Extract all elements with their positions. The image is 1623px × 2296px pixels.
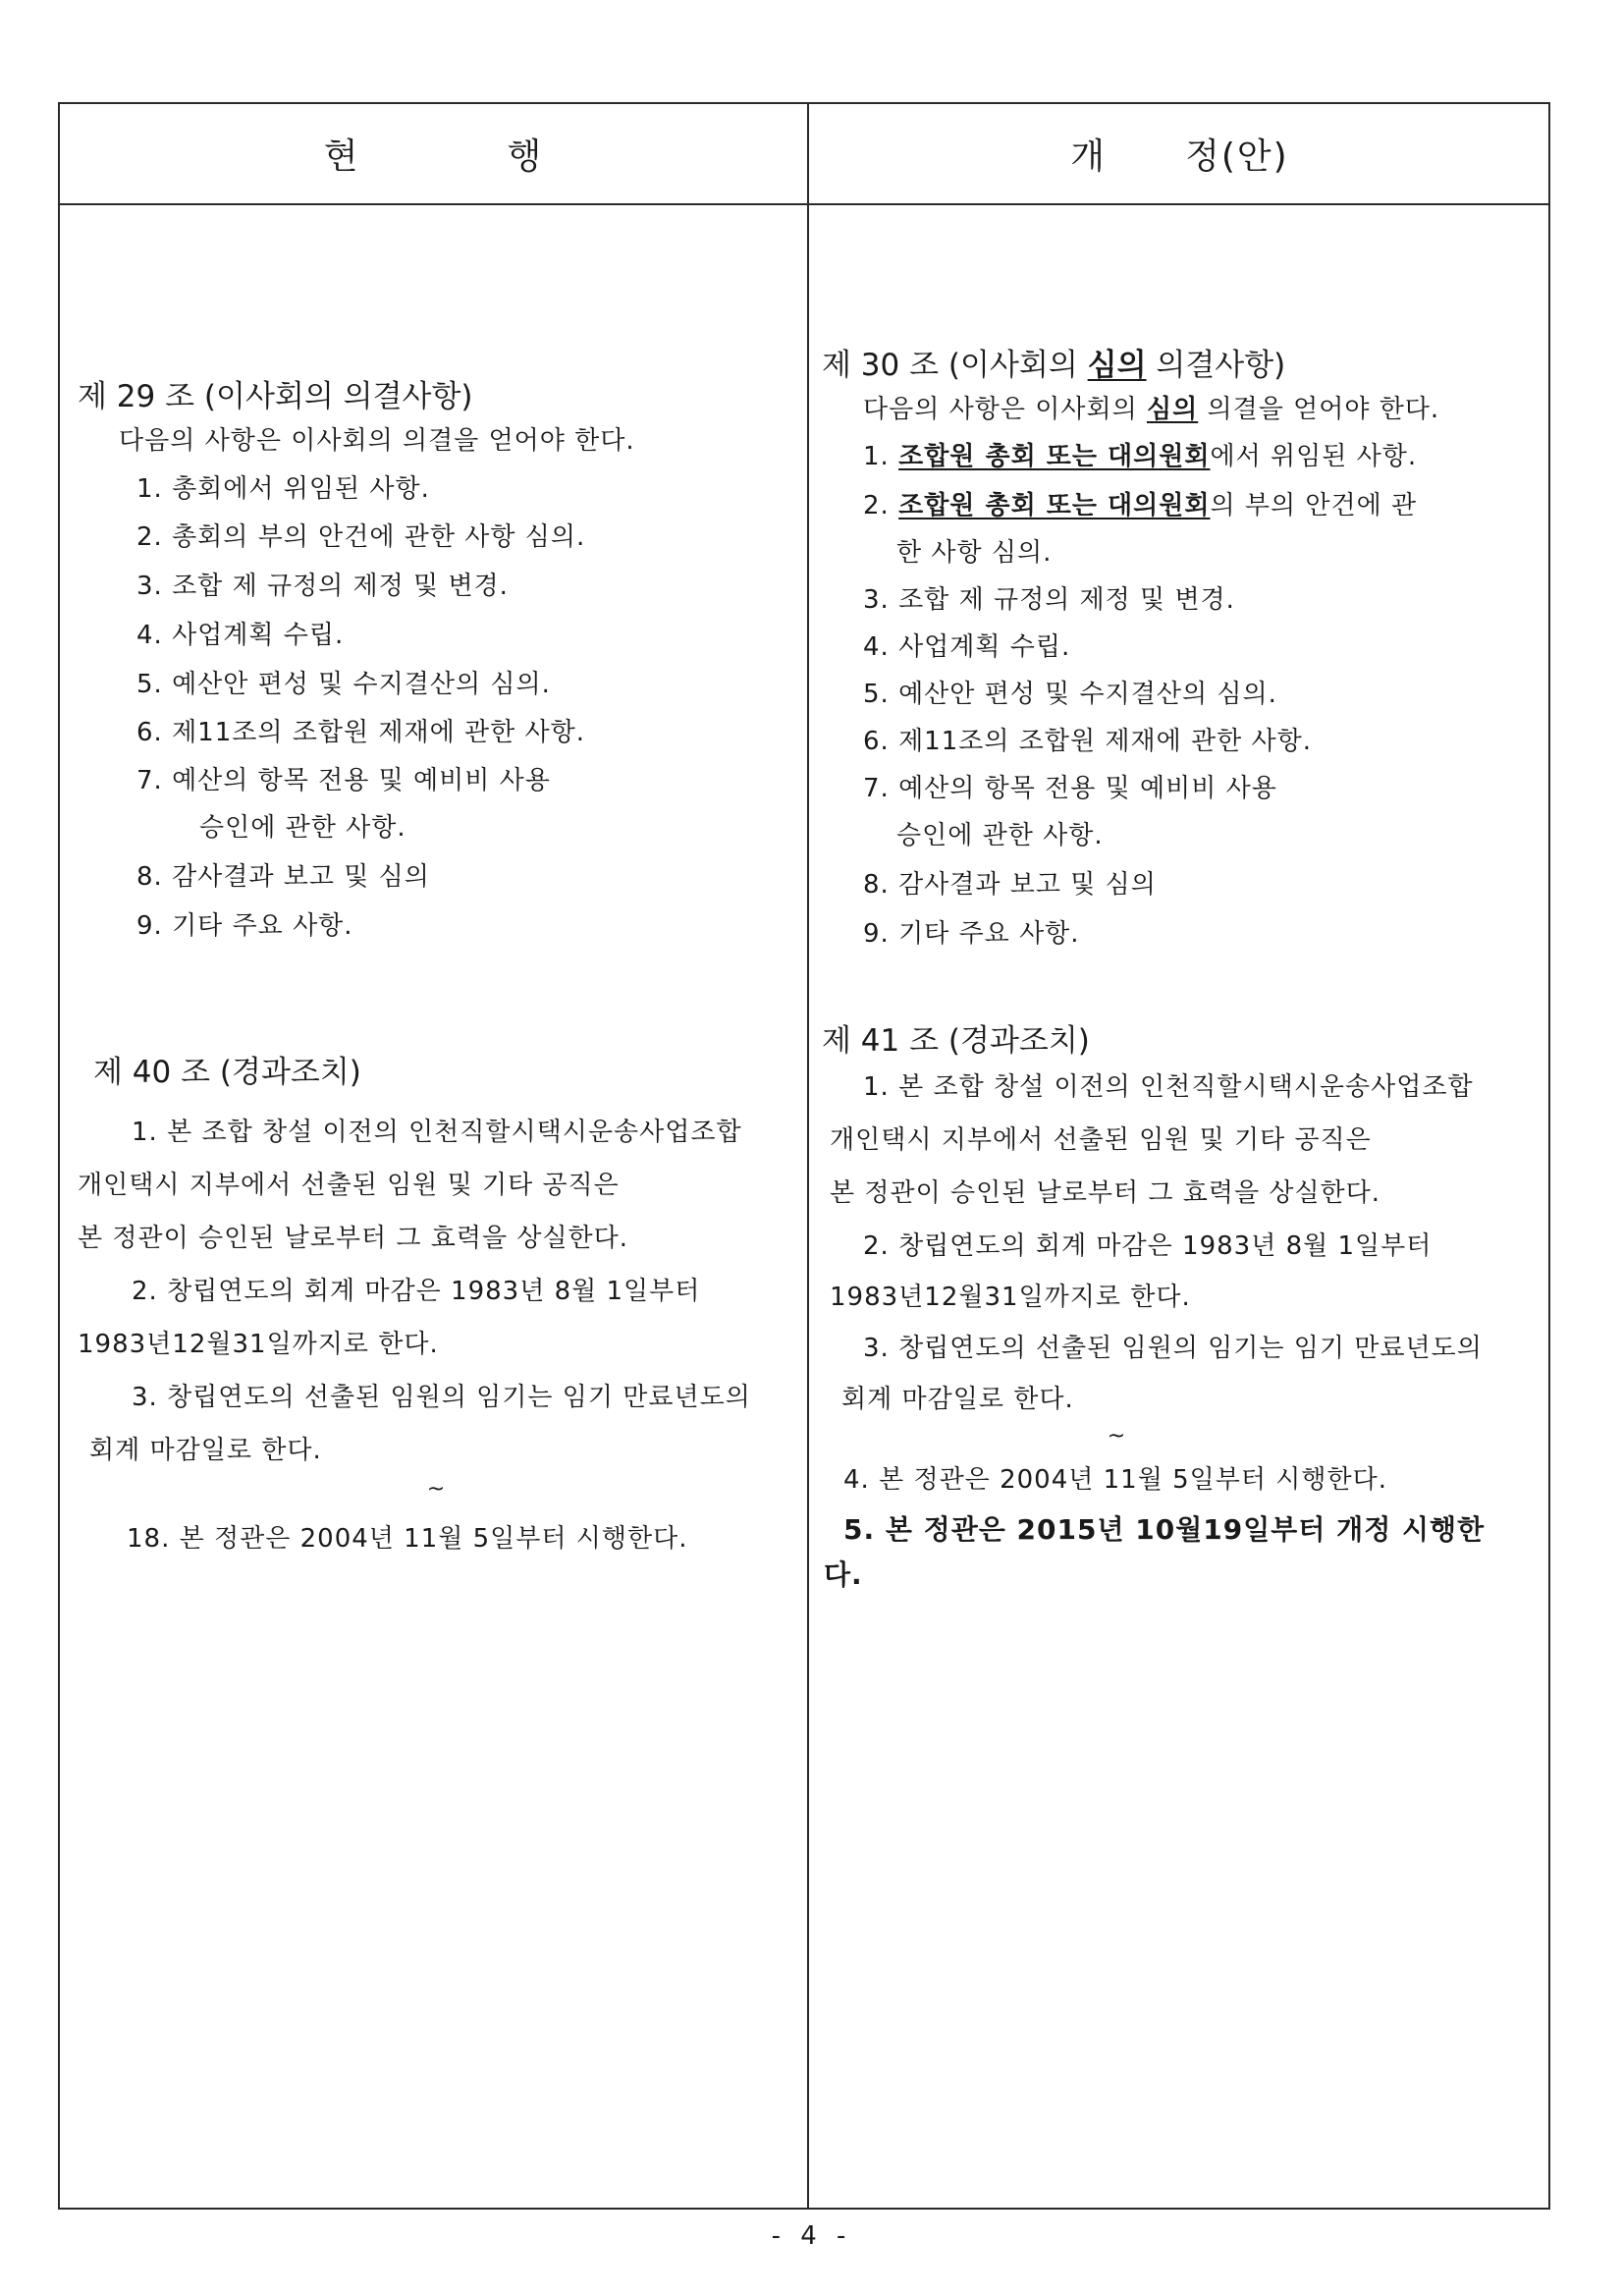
header-amendment (809, 104, 1550, 203)
article-30-title: 제 30 조 (이사회의 심의 의결사항) (822, 348, 1286, 383)
article-40-line: 개인택시 지부에서 선출된 임원 및 기타 공직은 (78, 1171, 620, 1200)
article-29-item: 2. 총회의 부의 안건에 관한 사항 심의. (136, 522, 586, 552)
article-40-line: 회계 마감일로 한다. (89, 1436, 322, 1465)
article-41-item-5: 5. 본 정관은 2015년 10월19일부터 개정 시행한 (843, 1513, 1486, 1546)
article-29-item: 1. 총회에서 위임된 사항. (136, 474, 430, 504)
article-30-item: 6. 제11조의 조합원 제재에 관한 사항. (863, 727, 1312, 756)
article-30-item: 5. 예산안 편성 및 수지결산의 심의. (863, 680, 1277, 709)
article-29-item: 9. 기타 주요 사항. (136, 911, 353, 941)
article-41-line: 개인택시 지부에서 선출된 임원 및 기타 공직은 (830, 1125, 1372, 1155)
article-41-line: 본 정관이 승인된 날로부터 그 효력을 상실한다. (830, 1178, 1381, 1208)
article-29-item: 6. 제11조의 조합원 제재에 관한 사항. (136, 718, 585, 747)
header-current-a: 현 (323, 137, 360, 177)
article-41-line: 1. 본 조합 창설 이전의 인천직할시택시운송사업조합 (863, 1072, 1474, 1102)
article-40-line: 1. 본 조합 창설 이전의 인천직할시택시운송사업조합 (132, 1118, 742, 1147)
article-30-item: 7. 예산의 항목 전용 및 예비비 사용 (863, 774, 1277, 803)
article-29-item: 7. 예산의 항목 전용 및 예비비 사용 (136, 766, 551, 795)
article-30-item-2: 2. 조합원 총회 또는 대의원회의 부의 안건에 관 (863, 491, 1418, 520)
column-divider (807, 104, 809, 2208)
article-41-line: 2. 창립연도의 회계 마감은 1983년 8월 1일부터 (863, 1231, 1433, 1261)
comparison-table (58, 102, 1550, 2210)
article-29-intro: 다음의 사항은 이사회의 의결을 얻어야 한다. (119, 426, 635, 456)
article-30-item: 8. 감사결과 보고 및 심의 (863, 870, 1157, 900)
header-current (60, 104, 807, 203)
article-30-item-cont: 승인에 관한 사항. (896, 821, 1104, 850)
article-30-item-2-cont: 한 사항 심의. (896, 538, 1053, 568)
header-amendment-a: 개 (1070, 137, 1108, 177)
article-40-title: 제 40 조 (경과조치) (93, 1055, 361, 1090)
article-29-item: 8. 감사결과 보고 및 심의 (136, 862, 430, 892)
header-amendment-b: 정(안) (1185, 137, 1289, 177)
article-29-item-cont: 승인에 관한 사항. (199, 813, 406, 843)
article-41-item-5-cont: 다. (824, 1558, 863, 1591)
article-41-line: 3. 창립연도의 선출된 임원의 임기는 임기 만료년도의 (863, 1334, 1483, 1363)
article-40-line: 1983년12월31일까지로 한다. (78, 1330, 439, 1359)
underlined-sim-ui: 심의 (1087, 348, 1147, 383)
article-29-item: 4. 사업계획 수립. (136, 621, 345, 650)
article-40-line: 3. 창립연도의 선출된 임원의 임기는 임기 만료년도의 (132, 1383, 751, 1412)
article-41-item-4: 4. 본 정관은 2004년 11월 5일부터 시행한다. (843, 1465, 1387, 1495)
article-30-item: 3. 조합 제 규정의 제정 및 변경. (863, 585, 1235, 615)
article-41-title: 제 41 조 (경과조치) (822, 1023, 1090, 1059)
article-40-last: 18. 본 정관은 2004년 11월 5일부터 시행한다. (127, 1524, 688, 1554)
article-30-item: 4. 사업계획 수립. (863, 632, 1071, 662)
article-40-line: 본 정관이 승인된 날로부터 그 효력을 상실한다. (78, 1224, 629, 1253)
article-41-line: 회계 마감일로 한다. (841, 1385, 1074, 1414)
omission-tilde: ~ (1107, 1424, 1126, 1449)
article-40-line: 2. 창립연도의 회계 마감은 1983년 8월 1일부터 (132, 1277, 701, 1306)
header-divider (60, 203, 1548, 205)
article-29-item: 5. 예산안 편성 및 수지결산의 심의. (136, 670, 551, 699)
article-29-item: 3. 조합 제 규정의 제정 및 변경. (136, 572, 509, 601)
page-number: - 4 - (771, 2221, 852, 2251)
header-current-b: 행 (507, 137, 544, 177)
article-41-line: 1983년12월31일까지로 한다. (830, 1283, 1191, 1312)
article-30-intro: 다음의 사항은 이사회의 심의 의결을 얻어야 한다. (863, 395, 1440, 424)
article-30-item: 9. 기타 주요 사항. (863, 919, 1080, 949)
article-29-title: 제 29 조 (이사회의 의결사항) (78, 379, 473, 414)
omission-tilde: ~ (426, 1477, 446, 1502)
article-30-item-1: 1. 조합원 총회 또는 대의원회에서 위임된 사항. (863, 442, 1418, 471)
